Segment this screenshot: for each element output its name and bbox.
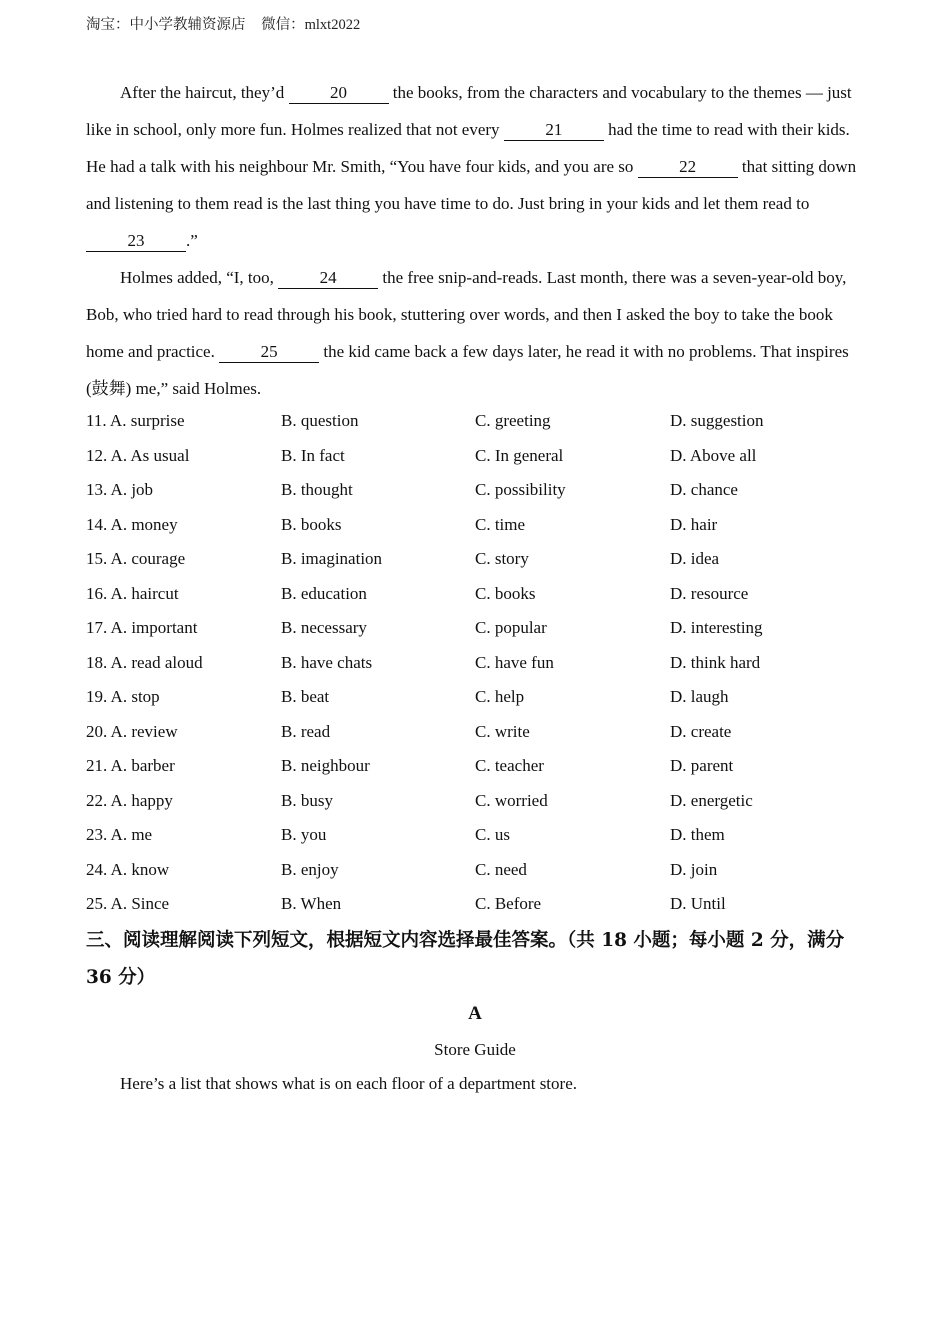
blank-21: 21 [504, 120, 604, 141]
passage-text: After the haircut, they’d [120, 83, 289, 102]
option-d: D. them [670, 825, 725, 844]
option-c: C. have fun [475, 652, 554, 672]
blank-25: 25 [219, 342, 319, 363]
option-b: B. books [281, 514, 342, 534]
passage-text: the kid came back a few days later, he read it with no problems. That inspires (鼓舞) me,” said Holmes. [86, 342, 849, 398]
option-d: D. laugh [670, 687, 729, 706]
option-a: 13. A. job [86, 480, 154, 499]
option-a: 11. A. surprise [86, 411, 185, 430]
option-row [86, 646, 866, 681]
option-d: D. chance [670, 480, 738, 499]
option-a: 23. A. me [86, 825, 153, 844]
store-guide-title: Store Guide [434, 1040, 516, 1059]
option-c: C. worried [475, 790, 548, 810]
option-row [86, 508, 866, 543]
cloze-passage [86, 74, 866, 407]
option-b: B. neighbour [281, 756, 370, 775]
option-d: D. create [670, 721, 732, 741]
option-a: 24. A. know [86, 859, 170, 879]
passage-text: the free snip-and-reads. Last month, there was a seven-year-old boy, Bob, who tried hard to read through his book, stuttering over words, and then I asked the boy to take the book home and practice. [86, 268, 847, 361]
passage-paragraph-2 [86, 259, 866, 407]
option-c: C. greeting [475, 411, 551, 430]
option-b: B. In fact [281, 445, 345, 465]
option-b: B. thought [281, 480, 353, 499]
option-c: C. time [475, 514, 526, 534]
option-b: B. question [281, 411, 359, 430]
blank-20: 20 [289, 83, 389, 104]
option-d: D. interesting [670, 618, 763, 637]
option-d: D. think hard [670, 652, 761, 672]
part-label: A [468, 1003, 482, 1024]
option-b: B. have chats [281, 652, 373, 672]
option-row [86, 818, 866, 853]
option-a: 22. A. happy [86, 790, 173, 810]
option-c: C. possibility [475, 480, 566, 499]
option-c: C. write [475, 721, 530, 741]
option-row [86, 680, 866, 715]
option-c: C. need [475, 859, 527, 879]
option-b: B. busy [281, 790, 333, 810]
passage-text: .” [186, 231, 198, 250]
option-a: 19. A. stop [86, 687, 160, 706]
section-title: 三、阅读理解阅读下列短文，根据短文内容选择最佳答案。（共 18 小题；每小题 2 分，满分 36 分） [86, 930, 845, 988]
option-b: B. read [281, 721, 331, 741]
option-row [86, 577, 866, 612]
option-c: C. help [475, 687, 525, 706]
option-row [86, 715, 866, 750]
option-d: D. energetic [670, 790, 753, 810]
option-d: D. join [670, 859, 718, 879]
passage-text: had the time to read with their kids. He had a talk with his neighbour Mr. Smith, “You have four kids, and you are so [86, 120, 850, 176]
blank-24: 24 [278, 268, 378, 289]
option-b: B. education [281, 583, 367, 603]
option-d: D. parent [670, 756, 734, 775]
option-b: B. imagination [281, 549, 383, 568]
option-a: 17. A. important [86, 618, 198, 637]
option-c: C. In general [475, 445, 564, 465]
option-d: D. resource [670, 583, 749, 603]
option-row [86, 439, 866, 474]
option-c: C. popular [475, 618, 547, 637]
option-b: B. you [281, 825, 327, 844]
option-b: B. necessary [281, 618, 367, 637]
passage-text: that sitting down and listening to them read is the last thing you have time to do. Just bring in your kids and let them read to [86, 157, 857, 213]
option-a: 12. A. As usual [86, 445, 190, 465]
option-a: 18. A. read aloud [86, 652, 203, 672]
option-d: D. Until [670, 894, 726, 913]
option-b: B. When [281, 894, 342, 913]
option-a: 14. A. money [86, 514, 178, 534]
option-a: 15. A. courage [86, 549, 186, 568]
blank-22: 22 [638, 157, 738, 178]
option-c: C. teacher [475, 756, 544, 775]
option-d: D. suggestion [670, 411, 764, 430]
passage-text: Holmes added, “I, too, [120, 268, 279, 287]
header-taobao: 淘宝：中小学教辅资源店 [86, 17, 246, 33]
header-wechat: 微信：mlxt2022 [261, 17, 361, 33]
option-b: B. enjoy [281, 859, 339, 879]
option-c: C. story [475, 549, 529, 568]
option-a: 25. A. Since [86, 894, 170, 913]
option-a: 16. A. haircut [86, 583, 179, 603]
option-row [86, 853, 866, 888]
page-header [86, 13, 372, 34]
option-c: C. us [475, 825, 510, 844]
option-row [86, 887, 866, 922]
option-row [86, 473, 866, 508]
option-d: D. hair [670, 514, 718, 534]
option-b: B. beat [281, 687, 330, 706]
option-c: C. Before [475, 894, 542, 913]
option-row [86, 749, 866, 784]
intro-text: Here’s a list that shows what is on each floor of a department store. [120, 1074, 577, 1093]
option-row [86, 542, 866, 577]
passage-paragraph-1 [86, 74, 866, 259]
answer-options [86, 404, 866, 922]
option-d: D. Above all [670, 445, 757, 465]
option-row [86, 611, 866, 646]
option-a: 20. A. review [86, 721, 178, 741]
option-c: C. books [475, 583, 536, 603]
passage-text: the books, from the characters and vocabulary to the themes — just like in school, only more fun. Holmes realized that not every [86, 83, 852, 139]
option-d: D. idea [670, 549, 720, 568]
option-row [86, 404, 866, 439]
option-a: 21. A. barber [86, 756, 175, 775]
blank-23: 23 [86, 231, 186, 252]
option-row [86, 784, 866, 819]
